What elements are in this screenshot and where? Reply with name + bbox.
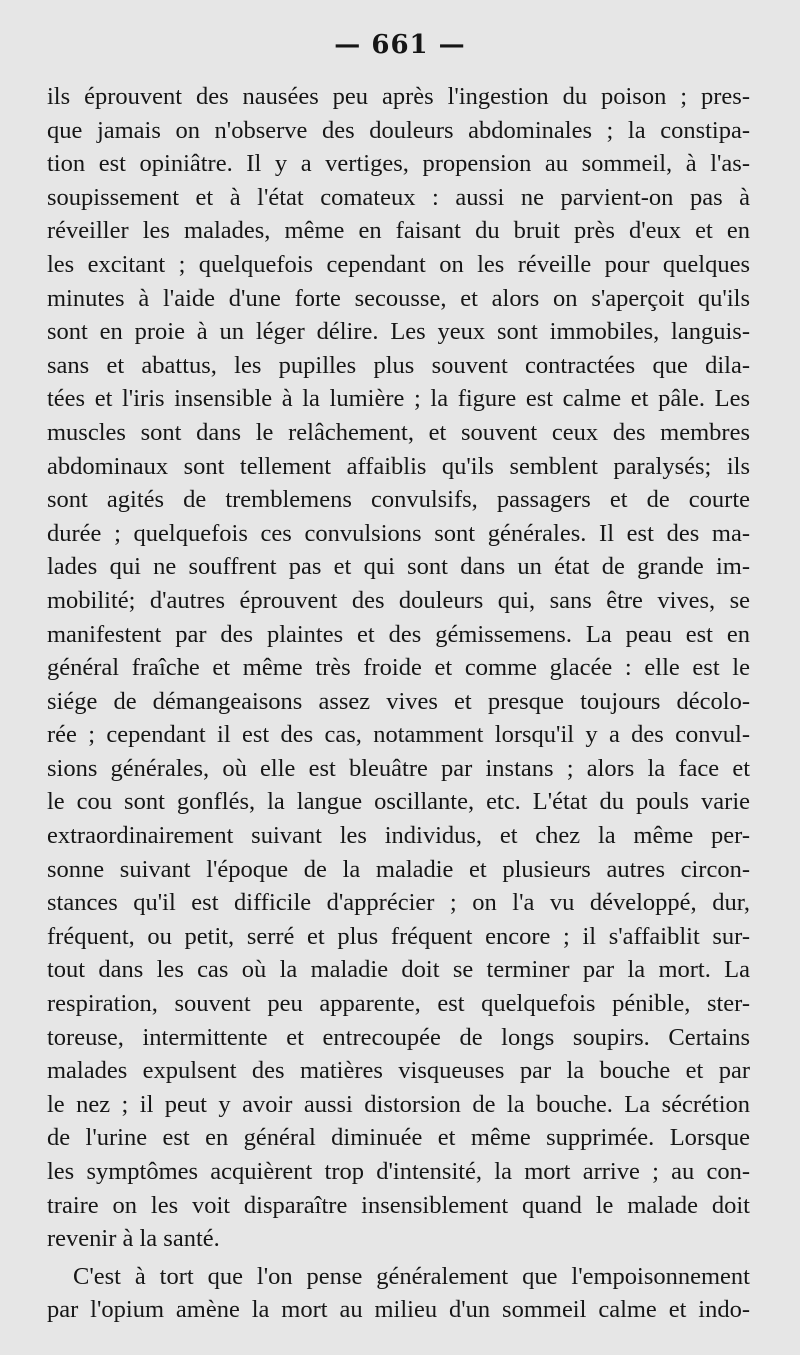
- text-line: réveiller les malades, même en faisant du bruit près d'eux et en: [47, 217, 750, 245]
- text-line: manifestent par des plaintes et des gémissemens. La peau est en: [47, 620, 750, 648]
- text-line: sans et abattus, les pupilles plus souvent contractées que dila-: [47, 351, 750, 379]
- text-line: abdominaux sont tellement affaiblis qu'ils semblent paralysés; ils: [47, 452, 750, 480]
- text-line: ils éprouvent des nausées peu après l'ingestion du poison ; pres-: [47, 83, 750, 110]
- text-line: les symptômes acquièrent trop d'intensité, la mort arrive ; au con-: [47, 1158, 750, 1185]
- text-line: revenir à la santé.: [47, 1225, 220, 1253]
- text-line: muscles sont dans le relâchement, et souvent ceux des membres: [47, 418, 750, 446]
- text-line: le cou sont gonflés, la langue oscillante, etc. L'état du pouls varie: [47, 788, 750, 816]
- text-line: respiration, souvent peu apparente, est quelquefois pénible, ster-: [47, 990, 750, 1018]
- text-line: mobilité; d'autres éprouvent des douleurs qui, sans être vives, se: [47, 586, 750, 614]
- text-line: par l'opium amène la mort au milieu d'un sommeil calme et indo-: [47, 1296, 750, 1324]
- text-line: tout dans les cas où la maladie doit se terminer par la mort. La: [47, 956, 750, 984]
- text-line: le nez ; il peut y avoir aussi distorsion de la bouche. La sécrétion: [47, 1090, 750, 1118]
- text-line: les excitant ; quelquefois cependant on les réveille pour quelques: [47, 250, 750, 278]
- text-line: sonne suivant l'époque de la maladie et plusieurs autres circon-: [47, 855, 750, 883]
- text-line: que jamais on n'observe des douleurs abdominales ; la constipa-: [47, 116, 750, 144]
- page-number: — 661 —: [334, 30, 466, 60]
- text-line: traire on les voit disparaître insensiblement quand le malade doit: [47, 1191, 750, 1219]
- text-line: lades qui ne souffrent pas et qui sont dans un état de grande im-: [47, 553, 750, 581]
- text-line: sont en proie à un léger délire. Les yeux sont immobiles, languis-: [47, 318, 750, 346]
- text-line: durée ; quelquefois ces convulsions sont générales. Il est des ma-: [47, 519, 750, 547]
- text-line: soupissement et à l'état comateux : aussi ne parvient-on pas à: [47, 183, 750, 211]
- text-line: sions générales, où elle est bleuâtre par instans ; alors la face et: [47, 754, 750, 782]
- text-line: extraordinairement suivant les individus, et chez la même per-: [47, 822, 750, 850]
- text-line: rée ; cependant il est des cas, notamment lorsqu'il y a des convul-: [47, 721, 750, 749]
- text-line: de l'urine est en général diminuée et même supprimée. Lorsque: [47, 1124, 750, 1152]
- text-line: siége de démangeaisons assez vives et presque toujours décolo-: [47, 687, 750, 715]
- text-line: fréquent, ou petit, serré et plus fréquent encore ; il s'affaiblit sur-: [47, 922, 750, 950]
- text-line: stances qu'il est difficile d'apprécier ; on l'a vu développé, dur,: [47, 889, 750, 917]
- text-line: minutes à l'aide d'une forte secousse, et alors on s'aperçoit qu'ils: [47, 284, 750, 312]
- paragraph-1: [47, 80, 750, 1256]
- text-line: sont agités de tremblemens convulsifs, passagers et de courte: [47, 486, 750, 514]
- paragraph-2: [47, 1260, 750, 1327]
- text-line: toreuse, intermittente et entrecoupée de longs soupirs. Certains: [47, 1023, 750, 1051]
- text-line: général fraîche et même très froide et comme glacée : elle est le: [47, 654, 750, 682]
- text-line: C'est à tort que l'on pense généralement que l'empoisonnement: [73, 1262, 750, 1290]
- text-line: tées et l'iris insensible à la lumière ; la figure est calme et pâle. Les: [47, 385, 750, 413]
- text-line: tion est opiniâtre. Il y a vertiges, propension au sommeil, à l'as-: [47, 150, 750, 178]
- text-line: malades expulsent des matières visqueuses par la bouche et par: [47, 1057, 750, 1085]
- body-text: [47, 80, 750, 1327]
